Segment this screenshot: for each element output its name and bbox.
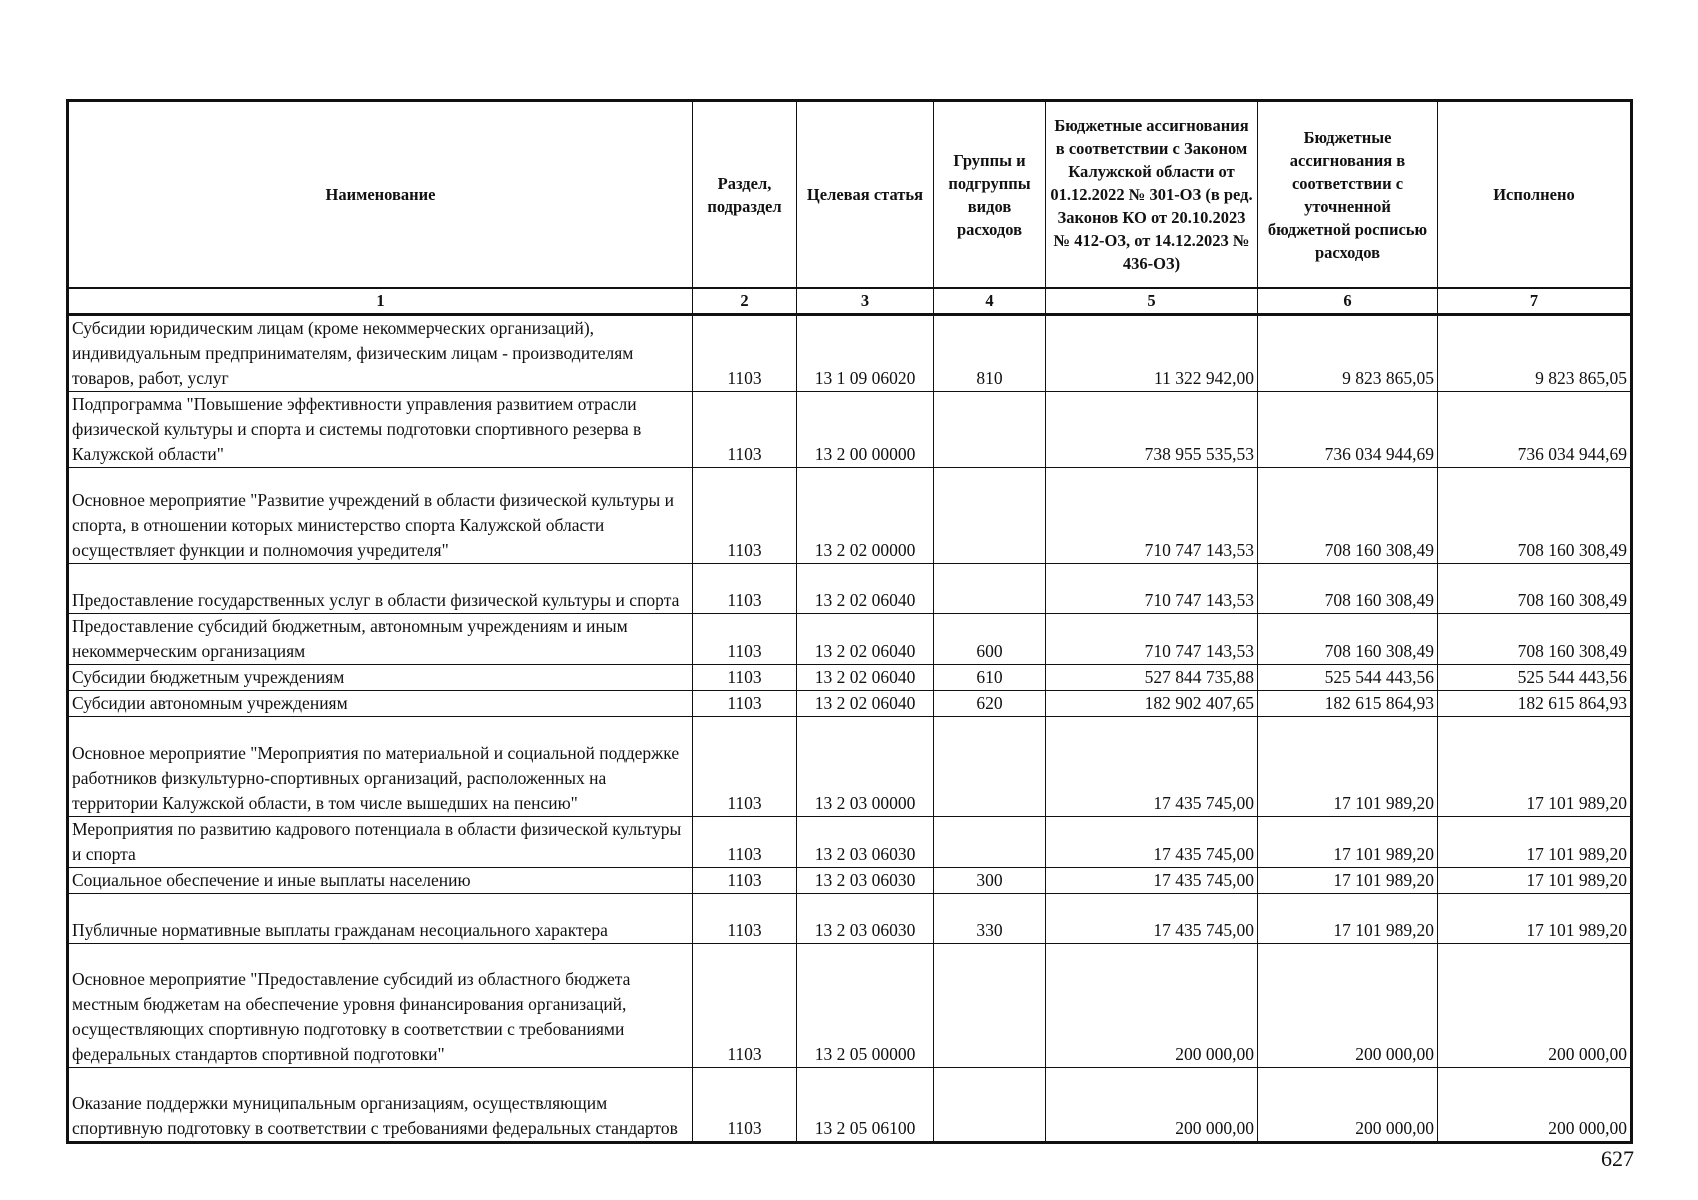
- row-refined-amount: 17 101 989,20: [1258, 717, 1438, 817]
- header-row: [68, 101, 1632, 289]
- table-row: [68, 564, 1632, 614]
- row-name: Подпрограмма "Повышение эффективности управления развитием отрасли физической культуры и спорта и системы подготовки спортивного резерва в Калужской области": [68, 392, 693, 468]
- row-executed-amount: 200 000,00: [1438, 944, 1632, 1068]
- row-section: 1103: [693, 817, 797, 868]
- column-number: 5: [1046, 288, 1258, 315]
- row-executed-amount: 200 000,00: [1438, 1068, 1632, 1143]
- row-refined-amount: 708 160 308,49: [1258, 468, 1438, 564]
- row-target: 13 2 02 06040: [797, 614, 934, 665]
- row-target: 13 2 02 06040: [797, 665, 934, 691]
- row-refined-amount: 525 544 443,56: [1258, 665, 1438, 691]
- row-groups: [934, 392, 1046, 468]
- row-groups: [934, 1068, 1046, 1143]
- row-law-amount: 17 435 745,00: [1046, 817, 1258, 868]
- row-law-amount: 200 000,00: [1046, 944, 1258, 1068]
- row-target: 13 2 03 06030: [797, 817, 934, 868]
- row-target: 13 2 05 00000: [797, 944, 934, 1068]
- row-name: Основное мероприятие "Предоставление субсидий из областного бюджета местным бюджетам на обеспечение уровня финансирования организаций, осуществляющих спортивную подготовку в соответствии с требованиями федеральных стандартов спортивной подготовки": [68, 944, 693, 1068]
- row-groups: [934, 717, 1046, 817]
- row-section: 1103: [693, 315, 797, 392]
- row-groups: 620: [934, 691, 1046, 717]
- row-refined-amount: 17 101 989,20: [1258, 817, 1438, 868]
- row-law-amount: 17 435 745,00: [1046, 717, 1258, 817]
- row-law-amount: 11 322 942,00: [1046, 315, 1258, 392]
- table-row: [68, 894, 1632, 944]
- row-section: 1103: [693, 392, 797, 468]
- row-target: 13 1 09 06020: [797, 315, 934, 392]
- row-section: 1103: [693, 717, 797, 817]
- table-row: [68, 1068, 1632, 1143]
- row-name: Предоставление субсидий бюджетным, автономным учреждениям и иным некоммерческим организациям: [68, 614, 693, 665]
- row-name: Основное мероприятие "Мероприятия по материальной и социальной поддержке работников физкультурно-спортивных организаций, расположенных на территории Калужской области, в том числе вышедших на пенсию": [68, 717, 693, 817]
- row-executed-amount: 708 160 308,49: [1438, 564, 1632, 614]
- row-section: 1103: [693, 665, 797, 691]
- row-name: Социальное обеспечение и иные выплаты населению: [68, 868, 693, 894]
- row-executed-amount: 708 160 308,49: [1438, 468, 1632, 564]
- row-section: 1103: [693, 868, 797, 894]
- header-target: Целевая статья: [797, 101, 934, 289]
- row-refined-amount: 708 160 308,49: [1258, 564, 1438, 614]
- row-executed-amount: 525 544 443,56: [1438, 665, 1632, 691]
- header-refined-allocations: Бюджетные ассигнования в соответствии с уточненной бюджетной росписью расходов: [1258, 101, 1438, 289]
- column-number: 2: [693, 288, 797, 315]
- row-section: 1103: [693, 468, 797, 564]
- table-row: [68, 315, 1632, 392]
- row-law-amount: 738 955 535,53: [1046, 392, 1258, 468]
- row-executed-amount: 17 101 989,20: [1438, 717, 1632, 817]
- column-number: 7: [1438, 288, 1632, 315]
- row-groups: [934, 944, 1046, 1068]
- row-target: 13 2 02 00000: [797, 468, 934, 564]
- row-groups: [934, 564, 1046, 614]
- page-number: 627: [1601, 1146, 1634, 1171]
- header-law-allocations: Бюджетные ассигнования в соответствии с Законом Калужской области от 01.12.2022 № 301-ОЗ (в ред. Законов КО от 20.10.2023 № 412-ОЗ, от 14.12.2023 № 436-ОЗ): [1046, 101, 1258, 289]
- column-number: 4: [934, 288, 1046, 315]
- header-groups: Группы и подгруппы видов расходов: [934, 101, 1046, 289]
- row-refined-amount: 736 034 944,69: [1258, 392, 1438, 468]
- row-target: 13 2 03 06030: [797, 894, 934, 944]
- row-executed-amount: 9 823 865,05: [1438, 315, 1632, 392]
- table-row: [68, 691, 1632, 717]
- column-number-row: [68, 288, 1632, 315]
- table-row: [68, 944, 1632, 1068]
- row-section: 1103: [693, 614, 797, 665]
- row-groups: [934, 468, 1046, 564]
- column-number: 1: [68, 288, 693, 315]
- row-law-amount: 710 747 143,53: [1046, 564, 1258, 614]
- row-name: Публичные нормативные выплаты гражданам несоциального характера: [68, 894, 693, 944]
- row-refined-amount: 200 000,00: [1258, 944, 1438, 1068]
- row-executed-amount: 17 101 989,20: [1438, 817, 1632, 868]
- row-name: Мероприятия по развитию кадрового потенциала в области физической культуры и спорта: [68, 817, 693, 868]
- row-name: Оказание поддержки муниципальным организациям, осуществляющим спортивную подготовку в соответствии с требованиями федеральных стандартов: [68, 1068, 693, 1143]
- row-section: 1103: [693, 564, 797, 614]
- row-groups: [934, 817, 1046, 868]
- table-row: [68, 665, 1632, 691]
- table-row: [68, 614, 1632, 665]
- table-row: [68, 868, 1632, 894]
- row-refined-amount: 200 000,00: [1258, 1068, 1438, 1143]
- row-name: Основное мероприятие "Развитие учреждений в области физической культуры и спорта, в отношении которых министерство спорта Калужской области осуществляет функции и полномочия учредителя": [68, 468, 693, 564]
- row-law-amount: 200 000,00: [1046, 1068, 1258, 1143]
- row-name: Субсидии бюджетным учреждениям: [68, 665, 693, 691]
- row-refined-amount: 17 101 989,20: [1258, 894, 1438, 944]
- row-law-amount: 17 435 745,00: [1046, 868, 1258, 894]
- row-section: 1103: [693, 894, 797, 944]
- budget-table: [66, 99, 1633, 1144]
- row-refined-amount: 708 160 308,49: [1258, 614, 1438, 665]
- row-groups: 330: [934, 894, 1046, 944]
- row-target: 13 2 03 06030: [797, 868, 934, 894]
- row-groups: 810: [934, 315, 1046, 392]
- row-groups: 610: [934, 665, 1046, 691]
- row-section: 1103: [693, 1068, 797, 1143]
- row-name: Субсидии юридическим лицам (кроме некоммерческих организаций), индивидуальным предпринимателям, физическим лицам - производителям товаров, работ, услуг: [68, 315, 693, 392]
- column-number: 6: [1258, 288, 1438, 315]
- header-name: Наименование: [68, 101, 693, 289]
- row-refined-amount: 9 823 865,05: [1258, 315, 1438, 392]
- row-refined-amount: 182 615 864,93: [1258, 691, 1438, 717]
- row-executed-amount: 736 034 944,69: [1438, 392, 1632, 468]
- row-executed-amount: 708 160 308,49: [1438, 614, 1632, 665]
- column-number: 3: [797, 288, 934, 315]
- row-law-amount: 182 902 407,65: [1046, 691, 1258, 717]
- row-target: 13 2 00 00000: [797, 392, 934, 468]
- row-name: Предоставление государственных услуг в области физической культуры и спорта: [68, 564, 693, 614]
- row-law-amount: 527 844 735,88: [1046, 665, 1258, 691]
- row-executed-amount: 17 101 989,20: [1438, 894, 1632, 944]
- row-name: Субсидии автономным учреждениям: [68, 691, 693, 717]
- row-section: 1103: [693, 691, 797, 717]
- row-law-amount: 710 747 143,53: [1046, 614, 1258, 665]
- header-executed: Исполнено: [1438, 101, 1632, 289]
- row-section: 1103: [693, 944, 797, 1068]
- table-row: [68, 817, 1632, 868]
- header-section: Раздел, подраздел: [693, 101, 797, 289]
- row-refined-amount: 17 101 989,20: [1258, 868, 1438, 894]
- table-row: [68, 392, 1632, 468]
- row-target: 13 2 03 00000: [797, 717, 934, 817]
- row-law-amount: 710 747 143,53: [1046, 468, 1258, 564]
- row-executed-amount: 17 101 989,20: [1438, 868, 1632, 894]
- row-target: 13 2 02 06040: [797, 564, 934, 614]
- row-target: 13 2 05 06100: [797, 1068, 934, 1143]
- row-executed-amount: 182 615 864,93: [1438, 691, 1632, 717]
- table-row: [68, 717, 1632, 817]
- row-target: 13 2 02 06040: [797, 691, 934, 717]
- table-row: [68, 468, 1632, 564]
- row-groups: 600: [934, 614, 1046, 665]
- row-law-amount: 17 435 745,00: [1046, 894, 1258, 944]
- row-groups: 300: [934, 868, 1046, 894]
